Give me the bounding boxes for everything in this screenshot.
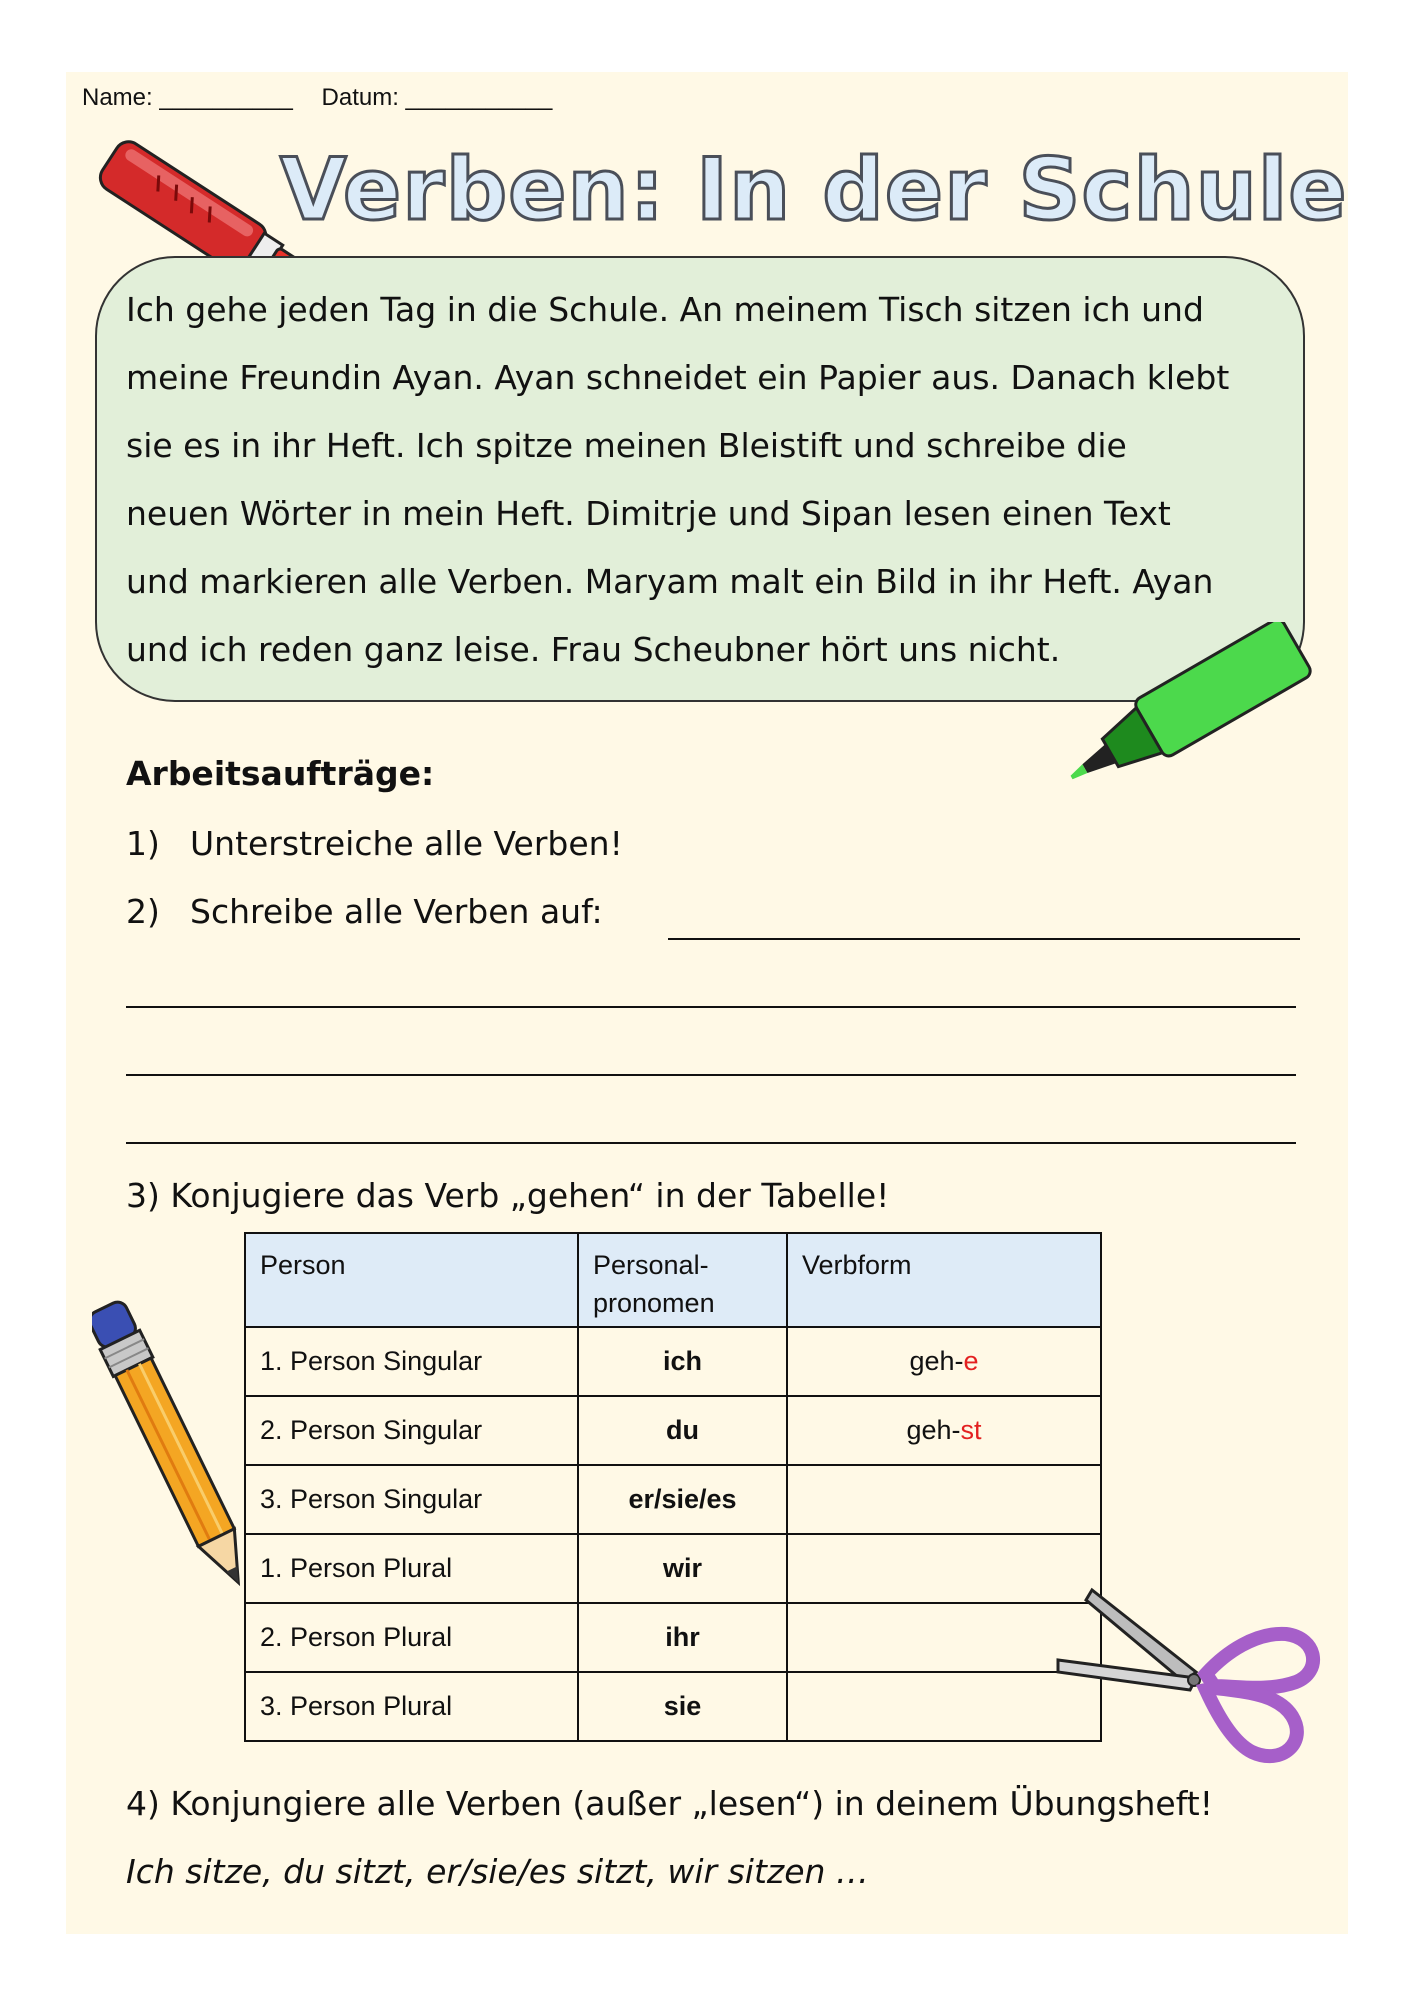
verbform-cell[interactable] xyxy=(787,1396,1101,1465)
header-verbform: Verbform xyxy=(787,1233,1101,1327)
story-line: meine Freundin Ayan. Ayan schneidet ein Papier aus. Danach klebt xyxy=(126,358,1230,397)
pronoun-cell: ich xyxy=(578,1327,787,1396)
story-line: neuen Wörter in mein Heft. Dimitrje und Sipan lesen einen Text xyxy=(126,494,1171,533)
name-field[interactable]: Name: __________ xyxy=(82,84,293,111)
person-cell: 3. Person Plural xyxy=(245,1672,578,1741)
story-line: Ich gehe jeden Tag in die Schule. An meinem Tisch sitzen ich und xyxy=(126,290,1204,329)
person-cell: 1. Person Singular xyxy=(245,1327,578,1396)
pronoun-cell: ihr xyxy=(578,1603,787,1672)
table-row xyxy=(245,1534,1101,1603)
person-cell: 3. Person Singular xyxy=(245,1465,578,1534)
person-cell: 2. Person Singular xyxy=(245,1396,578,1465)
task-2 xyxy=(126,892,603,931)
task-3: 3) Konjugiere das Verb „gehen“ in der Tabelle! xyxy=(126,1176,890,1215)
verbform-cell[interactable] xyxy=(787,1327,1101,1396)
story-line: sie es in ihr Heft. Ich spitze meinen Bleistift und schreibe die xyxy=(126,426,1127,465)
verb-stem: geh- xyxy=(906,1415,961,1445)
pronoun-cell: er/sie/es xyxy=(578,1465,787,1534)
verbform-cell[interactable] xyxy=(787,1672,1101,1741)
header-pronoun-line2: pronomen xyxy=(593,1288,715,1318)
conjugation-table xyxy=(244,1232,1102,1742)
header-pronoun xyxy=(578,1233,787,1327)
table-row xyxy=(245,1603,1101,1672)
verbform-cell[interactable] xyxy=(787,1603,1101,1672)
verb-ending: e xyxy=(963,1346,979,1376)
table-row xyxy=(245,1465,1101,1534)
tasks-heading: Arbeitsaufträge: xyxy=(126,754,435,793)
task-number: 1) xyxy=(126,824,160,863)
table-row xyxy=(245,1672,1101,1741)
highlighter-icon xyxy=(1040,622,1330,802)
verb-stem: geh- xyxy=(909,1346,964,1376)
answer-line[interactable] xyxy=(126,1074,1296,1076)
page-title: Verben: In der Schule xyxy=(280,140,1348,240)
answer-line[interactable] xyxy=(126,1142,1296,1144)
pronoun-cell: du xyxy=(578,1396,787,1465)
verbform-cell[interactable] xyxy=(787,1465,1101,1534)
verb-ending: st xyxy=(960,1415,982,1445)
task-1 xyxy=(126,824,623,863)
header-person: Person xyxy=(245,1233,578,1327)
date-field[interactable]: Datum: ___________ xyxy=(321,84,553,111)
task-4: 4) Konjungiere alle Verben (außer „lesen“) in deinem Übungsheft! xyxy=(126,1784,1213,1823)
example-line: Ich sitze, du sitzt, er/sie/es sitzt, wir sitzen … xyxy=(126,1852,869,1891)
scissors-icon xyxy=(1056,1582,1326,1772)
task-number: 2) xyxy=(126,892,160,931)
task-text: Schreibe alle Verben auf: xyxy=(190,892,603,931)
header-line xyxy=(82,84,574,112)
pronoun-cell: wir xyxy=(578,1534,787,1603)
table-header-row xyxy=(245,1233,1101,1327)
story-line: und markieren alle Verben. Maryam malt ein Bild in ihr Heft. Ayan xyxy=(126,562,1214,601)
table-row xyxy=(245,1327,1101,1396)
person-cell: 1. Person Plural xyxy=(245,1534,578,1603)
pencil-icon xyxy=(92,1290,262,1610)
pronoun-cell: sie xyxy=(578,1672,787,1741)
header-pronoun-line1: Personal- xyxy=(593,1250,709,1280)
answer-line[interactable] xyxy=(126,1006,1296,1008)
answer-line[interactable] xyxy=(668,938,1300,940)
table-row xyxy=(245,1396,1101,1465)
story-line: und ich reden ganz leise. Frau Scheubner hört uns nicht. xyxy=(126,630,1061,669)
person-cell: 2. Person Plural xyxy=(245,1603,578,1672)
task-text: Unterstreiche alle Verben! xyxy=(190,824,623,863)
verbform-cell[interactable] xyxy=(787,1534,1101,1603)
